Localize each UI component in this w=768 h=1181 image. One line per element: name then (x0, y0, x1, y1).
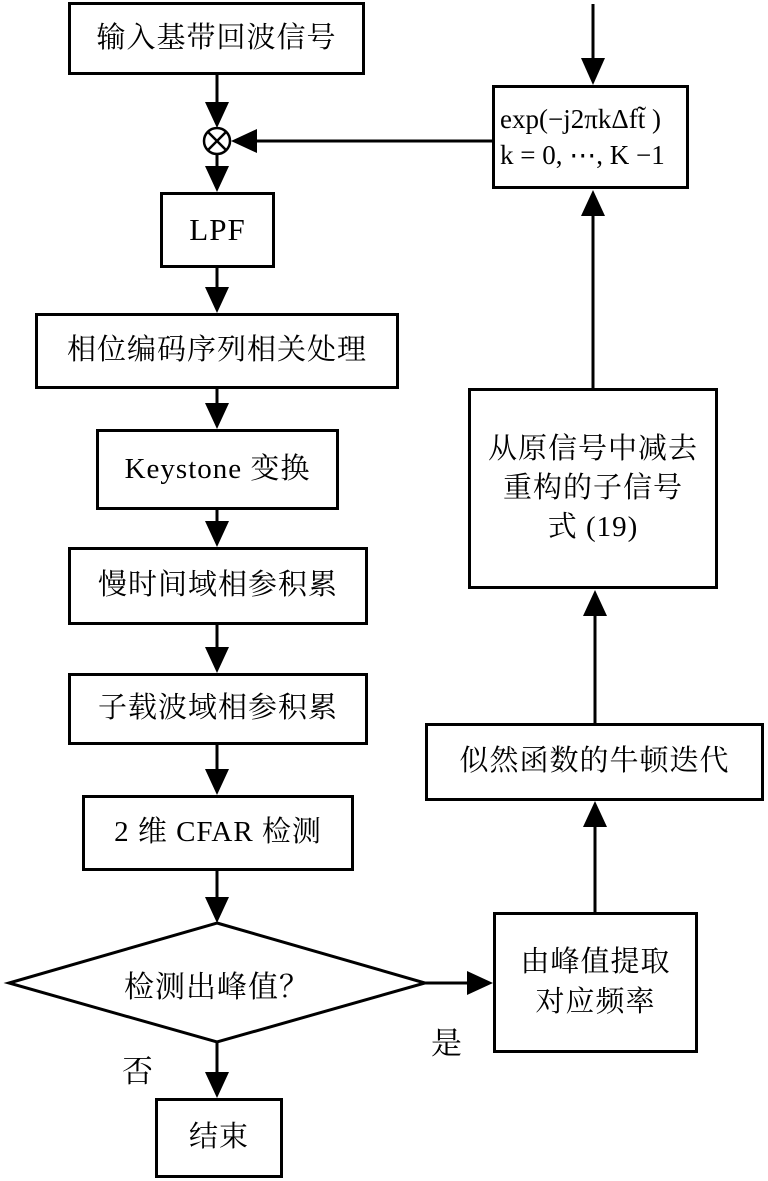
node-peak-extract-line1: 由峰值提取 (520, 946, 671, 979)
node-slow-time (68, 547, 368, 625)
edge-peak-extract-to-newton (583, 801, 607, 912)
node-exp-line2: k = 0, ⋯, K −1 (500, 140, 665, 170)
edge-subtract-to-exp (581, 190, 605, 388)
node-slow-time-label: 慢时间域相参积累 (97, 569, 338, 602)
node-subtract (468, 388, 718, 589)
node-input (68, 2, 365, 75)
edge-newton-to-subtract (583, 590, 607, 723)
node-keystone-label: Keystone 变换 (124, 452, 311, 485)
node-newton-label: 似然函数的牛顿迭代 (459, 745, 730, 778)
edge-subcarrier-to-cfar (205, 745, 229, 795)
edge-phase-code-to-keystone (205, 389, 229, 429)
node-cfar (82, 795, 354, 871)
node-end (155, 1098, 283, 1178)
edge-decision-to-peak-extract (425, 971, 493, 995)
node-exp-line1: exp(−j2πkΔft̃ ) (500, 103, 661, 134)
node-cfar-label: 2 维 CFAR 检测 (114, 816, 322, 849)
node-input-label: 输入基带回波信号 (96, 21, 337, 54)
node-lpf-label: LPF (189, 212, 246, 248)
edge-slow-time-to-subcarrier (205, 625, 229, 673)
edge-lpf-to-phase-code (205, 268, 229, 313)
node-subtract-line1: 从原信号中减去 (487, 432, 698, 465)
edge-keystone-to-slow-time (205, 510, 229, 547)
edge-exp-to-multiplier (231, 129, 492, 153)
node-phase-code-label: 相位编码序列相关处理 (66, 334, 367, 367)
node-lpf (160, 192, 275, 268)
node-exp (492, 85, 689, 189)
edge-input-to-multiplier (205, 73, 229, 128)
edge-cfar-to-decision (205, 871, 229, 923)
node-subcarrier (68, 673, 368, 745)
node-subtract-line2: 重构的子信号 (502, 471, 683, 504)
node-peak-extract (493, 912, 698, 1053)
node-peak-extract-line2: 对应频率 (535, 985, 656, 1018)
node-newton (425, 723, 764, 801)
edge-multiplier-to-lpf (205, 154, 229, 192)
node-subtract-line3: 式 (19) (547, 511, 639, 544)
node-decision-label: 检测出峰值？ (124, 971, 310, 1004)
node-phase-code (35, 313, 399, 389)
edge-label-yes: 是 (431, 1026, 462, 1061)
multiply-icon (204, 128, 230, 154)
edge-label-no: 否 (122, 1054, 153, 1089)
node-subcarrier-label: 子载波域相参积累 (97, 692, 338, 725)
node-keystone (96, 429, 339, 510)
node-end-label: 结束 (188, 1121, 249, 1154)
edge-decision-to-end (205, 1042, 229, 1098)
edge-top-to-exp (581, 4, 605, 85)
